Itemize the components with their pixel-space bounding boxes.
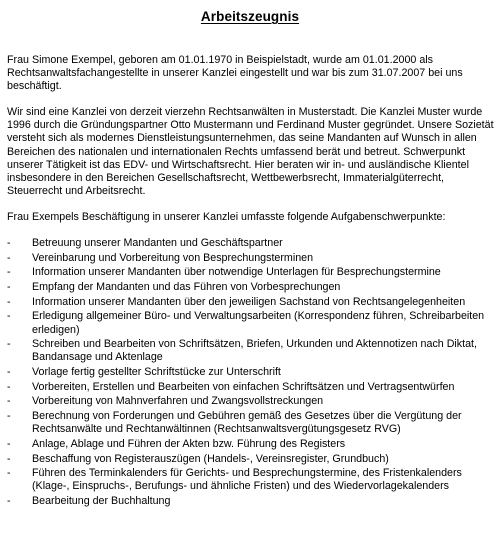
duty-item [7,252,495,265]
list-dash: - [7,281,11,294]
list-dash: - [7,366,11,379]
duty-text: Berechnung von Forderungen und Gebühren gemäß des Gesetzes über die Vergütung der Rechtsanwälte und Rechtanwältinnen (Rechtsanwaltsvergütungsgesetz RVG) [32,410,462,436]
company-description-paragraph: Wir sind eine Kanzlei von derzeit vierzehn Rechtsanwälten in Musterstadt. Die Kanzlei Muster wurde 1996 durch die Gründungspartner Otto Mustermann und Ferdinand Muster gegründet. Unsere Sozietät versteht sich als modernes Dienstleistungsunternehmen, das seine Mandanten auf Wunsch in allen Bereichen des nationalen und internationalen Rechts umfassend berät und betreut. Schwerpunkt unserer Tätigkeit ist das EDV- und Wirtschaftsrecht. Hier beraten wir in- und ausländische Klientel insbesondere in den Bereichen Gesellschaftsrecht, Wettbewerbsrecht, Immaterialgüterrecht, Steuerrecht und Arbeitsrecht. [7,106,494,197]
duties-intro: Frau Exempels Beschäftigung in unserer Kanzlei umfasste folgende Aufgabenschwerpunkte: [7,210,446,223]
list-dash: - [7,295,11,308]
duty-text: Empfang der Mandanten und das Führen von Vorbesprechungen [32,281,341,294]
duty-item [7,495,495,508]
list-dash: - [7,467,11,480]
employee-intro-paragraph: Frau Simone Exempel, geboren am 01.01.1970 in Beispielstadt, wurde am 01.01.2000 als Rechtsanwaltsfachangestellte in unserer Kanzlei eingestellt und war bis zum 31.07.2007 bei uns beschäftigt. [7,54,463,93]
duty-text: Vorlage fertig gestellter Schriftstücke zur Unterschrift [32,366,281,379]
list-dash: - [7,310,11,323]
duty-text: Führen des Terminkalenders für Gerichts- und Besprechungstermine, des Fristenkalenders (Klage-, Einspruchs-, Berufungs- und ähnliche Fristen) und des Wiedervorlagekalenders [32,467,462,493]
duty-text: Bearbeitung der Buchhaltung [32,495,171,508]
duty-item [7,266,495,279]
duty-item [7,467,495,493]
list-dash: - [7,237,11,250]
duty-item [7,281,495,294]
duty-text: Betreuung unserer Mandanten und Geschäftspartner [32,237,283,250]
duties-list [7,237,495,508]
duty-text: Information unserer Mandanten über notwendige Unterlagen für Besprechungstermine [32,266,441,279]
document-title: Arbeitszeugnis [200,9,300,24]
duty-text: Beschaffung von Registerauszügen (Handels-, Vereinsregister, Grundbuch) [32,452,389,465]
list-dash: - [7,338,11,351]
duty-item [7,438,495,451]
list-dash: - [7,266,11,279]
duty-item [7,296,495,309]
duty-text: Anlage, Ablage und Führen der Akten bzw. Führung des Registers [32,437,346,450]
duty-item [7,381,495,394]
list-dash: - [7,452,11,465]
duty-item [7,395,495,408]
duty-text: Vorbereiten, Erstellen und Bearbeiten von einfachen Schriftsätzen und Vertragsentwürfen [32,380,455,393]
duty-item [7,453,495,466]
duty-text: Vereinbarung und Vorbereitung von Besprechungsterminen [32,251,314,264]
duty-text: Information unserer Mandanten über den jeweiligen Sachstand von Rechtsangelegenheiten [32,295,466,308]
duty-item [7,366,495,379]
duty-text: Erledigung allgemeiner Büro- und Verwaltungsarbeiten (Korrespondenz führen, Schreibarbeiten erledigen) [32,310,485,336]
list-dash: - [7,410,11,423]
list-dash: - [7,251,11,264]
duty-item [7,410,495,436]
duty-item [7,237,495,250]
duty-text: Vorbereitung von Mahnverfahren und Zwangsvollstreckungen [32,395,324,408]
list-dash: - [7,380,11,393]
list-dash: - [7,395,11,408]
list-dash: - [7,495,11,508]
duty-item [7,338,495,364]
document-body [7,54,495,510]
list-dash: - [7,437,11,450]
duty-text: Schreiben und Bearbeiten von Schriftsätzen, Briefen, Urkunden und Aktennotizen nach Diktat, Bandansage und Aktenlage [32,338,477,364]
duty-item [7,310,495,336]
